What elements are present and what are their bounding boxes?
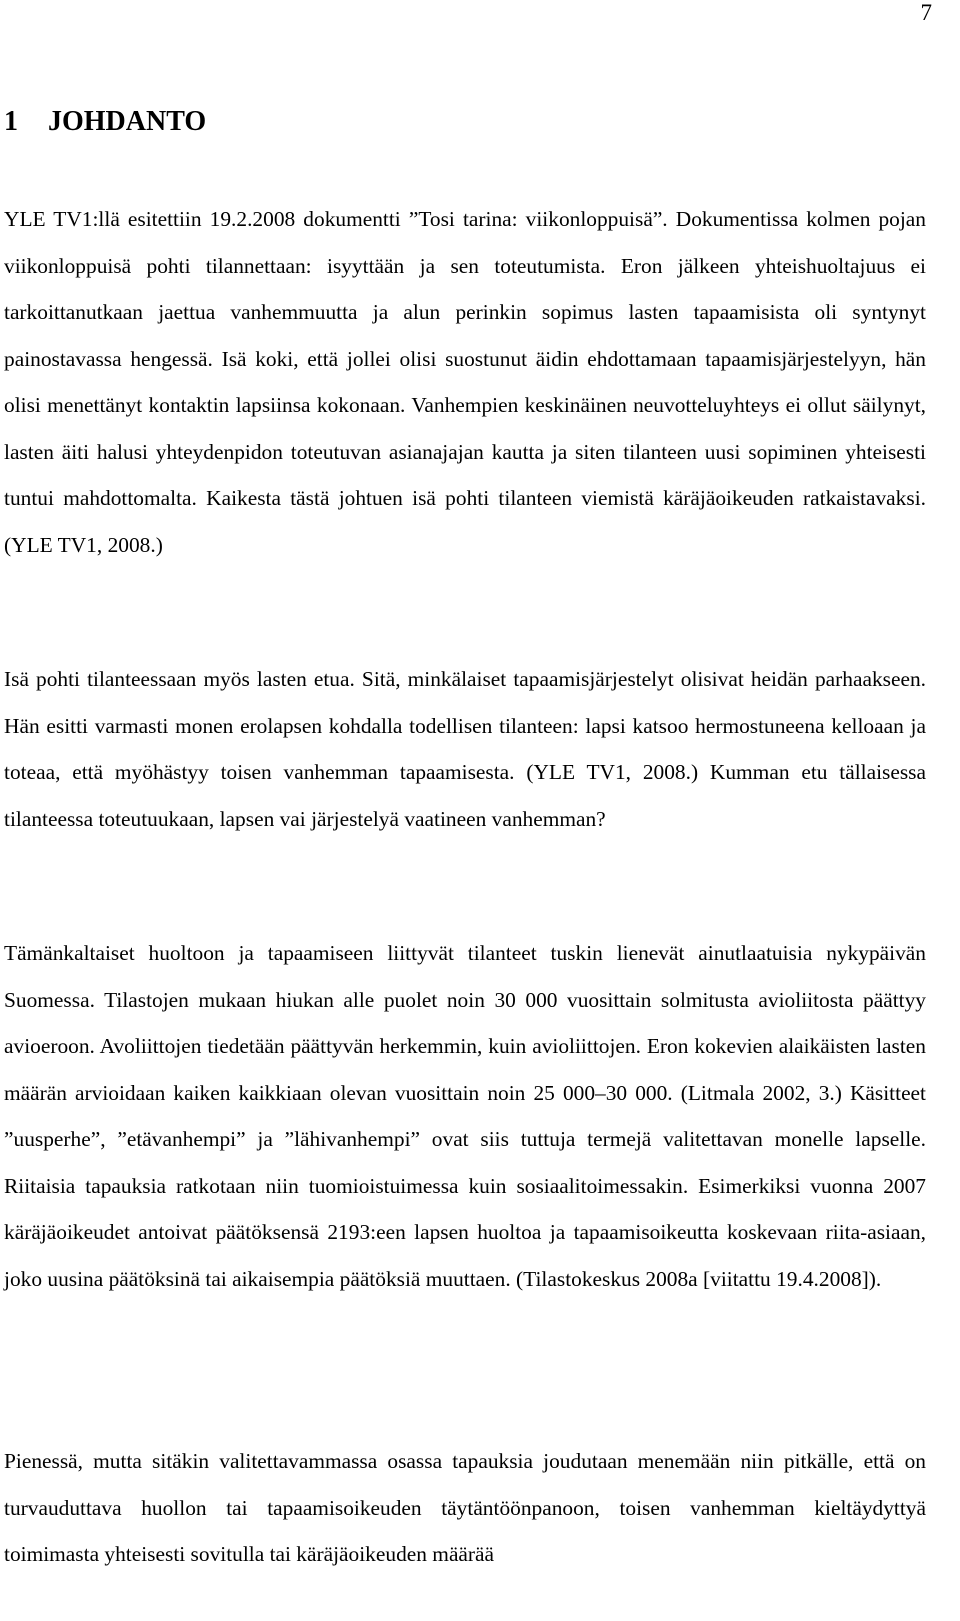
paragraph-intro: YLE TV1:llä esitettiin 19.2.2008 dokumentti ”Tosi tarina: viikonloppuisä”. Dokumentissa kolmen pojan viikonloppuisä pohti tilannettaan: isyyttään ja sen toteutumista. Eron jälkeen yhteishuoltajuus ei tarkoittanutkaan jaettua vanhemmuutta ja alun perinkin sopimus lasten tapaamisista oli syntynyt painostavassa hengessä. Isä koki, että jollei olisi suostunut äidin ehdottamaan tapaamisjärjestelyyn, hän olisi menettänyt kontaktin lapsiinsa kokonaan. Vanhempien keskinäinen neuvotteluyhteys ei ollut säilynyt, lasten äiti halusi yhteydenpidon toteutuvan asianajajan kautta ja siten tilanteen uusi sopiminen yhteisesti tuntui mahdottomalta. Kaikesta tästä johtuen isä pohti tilanteen viemistä käräjäoikeuden ratkaistavaksi. (YLE TV1, 2008.)	[4, 207, 926, 557]
chapter-number: 1	[4, 106, 18, 137]
chapter-heading	[4, 104, 206, 140]
chapter-title: JOHDANTO	[48, 106, 207, 137]
paragraph-statistics: Tämänkaltaiset huoltoon ja tapaamiseen liittyvät tilanteet tuskin lienevät ainutlaatuisia nykypäivän Suomessa. Tilastojen mukaan hiukan alle puolet noin 30 000 vuosittain solmitusta avioliitosta päättyy avioeroon. Avoliittojen tiedetään päättyvän herkemmin, kuin avioliittojen. Eron kokevien alaikäisten lasten määrän arvioidaan kaiken kaikkiaan olevan vuosittain noin 25 000–30 000. (Litmala 2002, 3.) Käsitteet ”uusperhe”, ”etävanhempi” ja ”lähivanhempi” ovat siis tuttuja termejä valitettavan monelle lapselle. Riitaisia tapauksia ratkotaan niin tuomioistuimessa kuin sosiaalitoimessakin. Esimerkiksi vuonna 2007 käräjäoikeudet antoivat päätöksensä 2193:een lapsen huoltoa ja tapaamisoikeutta koskevaan riita-asiaan, joko uusina päätöksinä tai aikaisempia päätöksiä muuttaen. (Tilastokeskus 2008a [viitattu 19.4.2008]).	[4, 941, 926, 1291]
page-number: 7	[920, 0, 932, 25]
paragraph-child-interest: Isä pohti tilanteessaan myös lasten etua. Sitä, minkälaiset tapaamisjärjestelyt olisivat heidän parhaakseen. Hän esitti varmasti monen erolapsen kohdalla todellisen tilanteen: lapsi katsoo hermostuneena kelloaan ja toteaa, että myöhästyy toisen vanhemman tapaamisesta. (YLE TV1, 2008.) Kumman etu tällaisessa tilanteessa toteutuukaan, lapsen vai järjestelyä vaatineen vanhemman?	[4, 667, 926, 831]
paragraph-enforcement: Pienessä, mutta sitäkin valitettavammassa osassa tapauksia joudutaan menemään niin pitkälle, että on turvauduttava huollon tai tapaamisoikeuden täytäntöönpanoon, toisen vanhemman kieltäydyttyä toimimasta yhteisesti sovitulla tai käräjäoikeuden määrää	[4, 1449, 926, 1566]
